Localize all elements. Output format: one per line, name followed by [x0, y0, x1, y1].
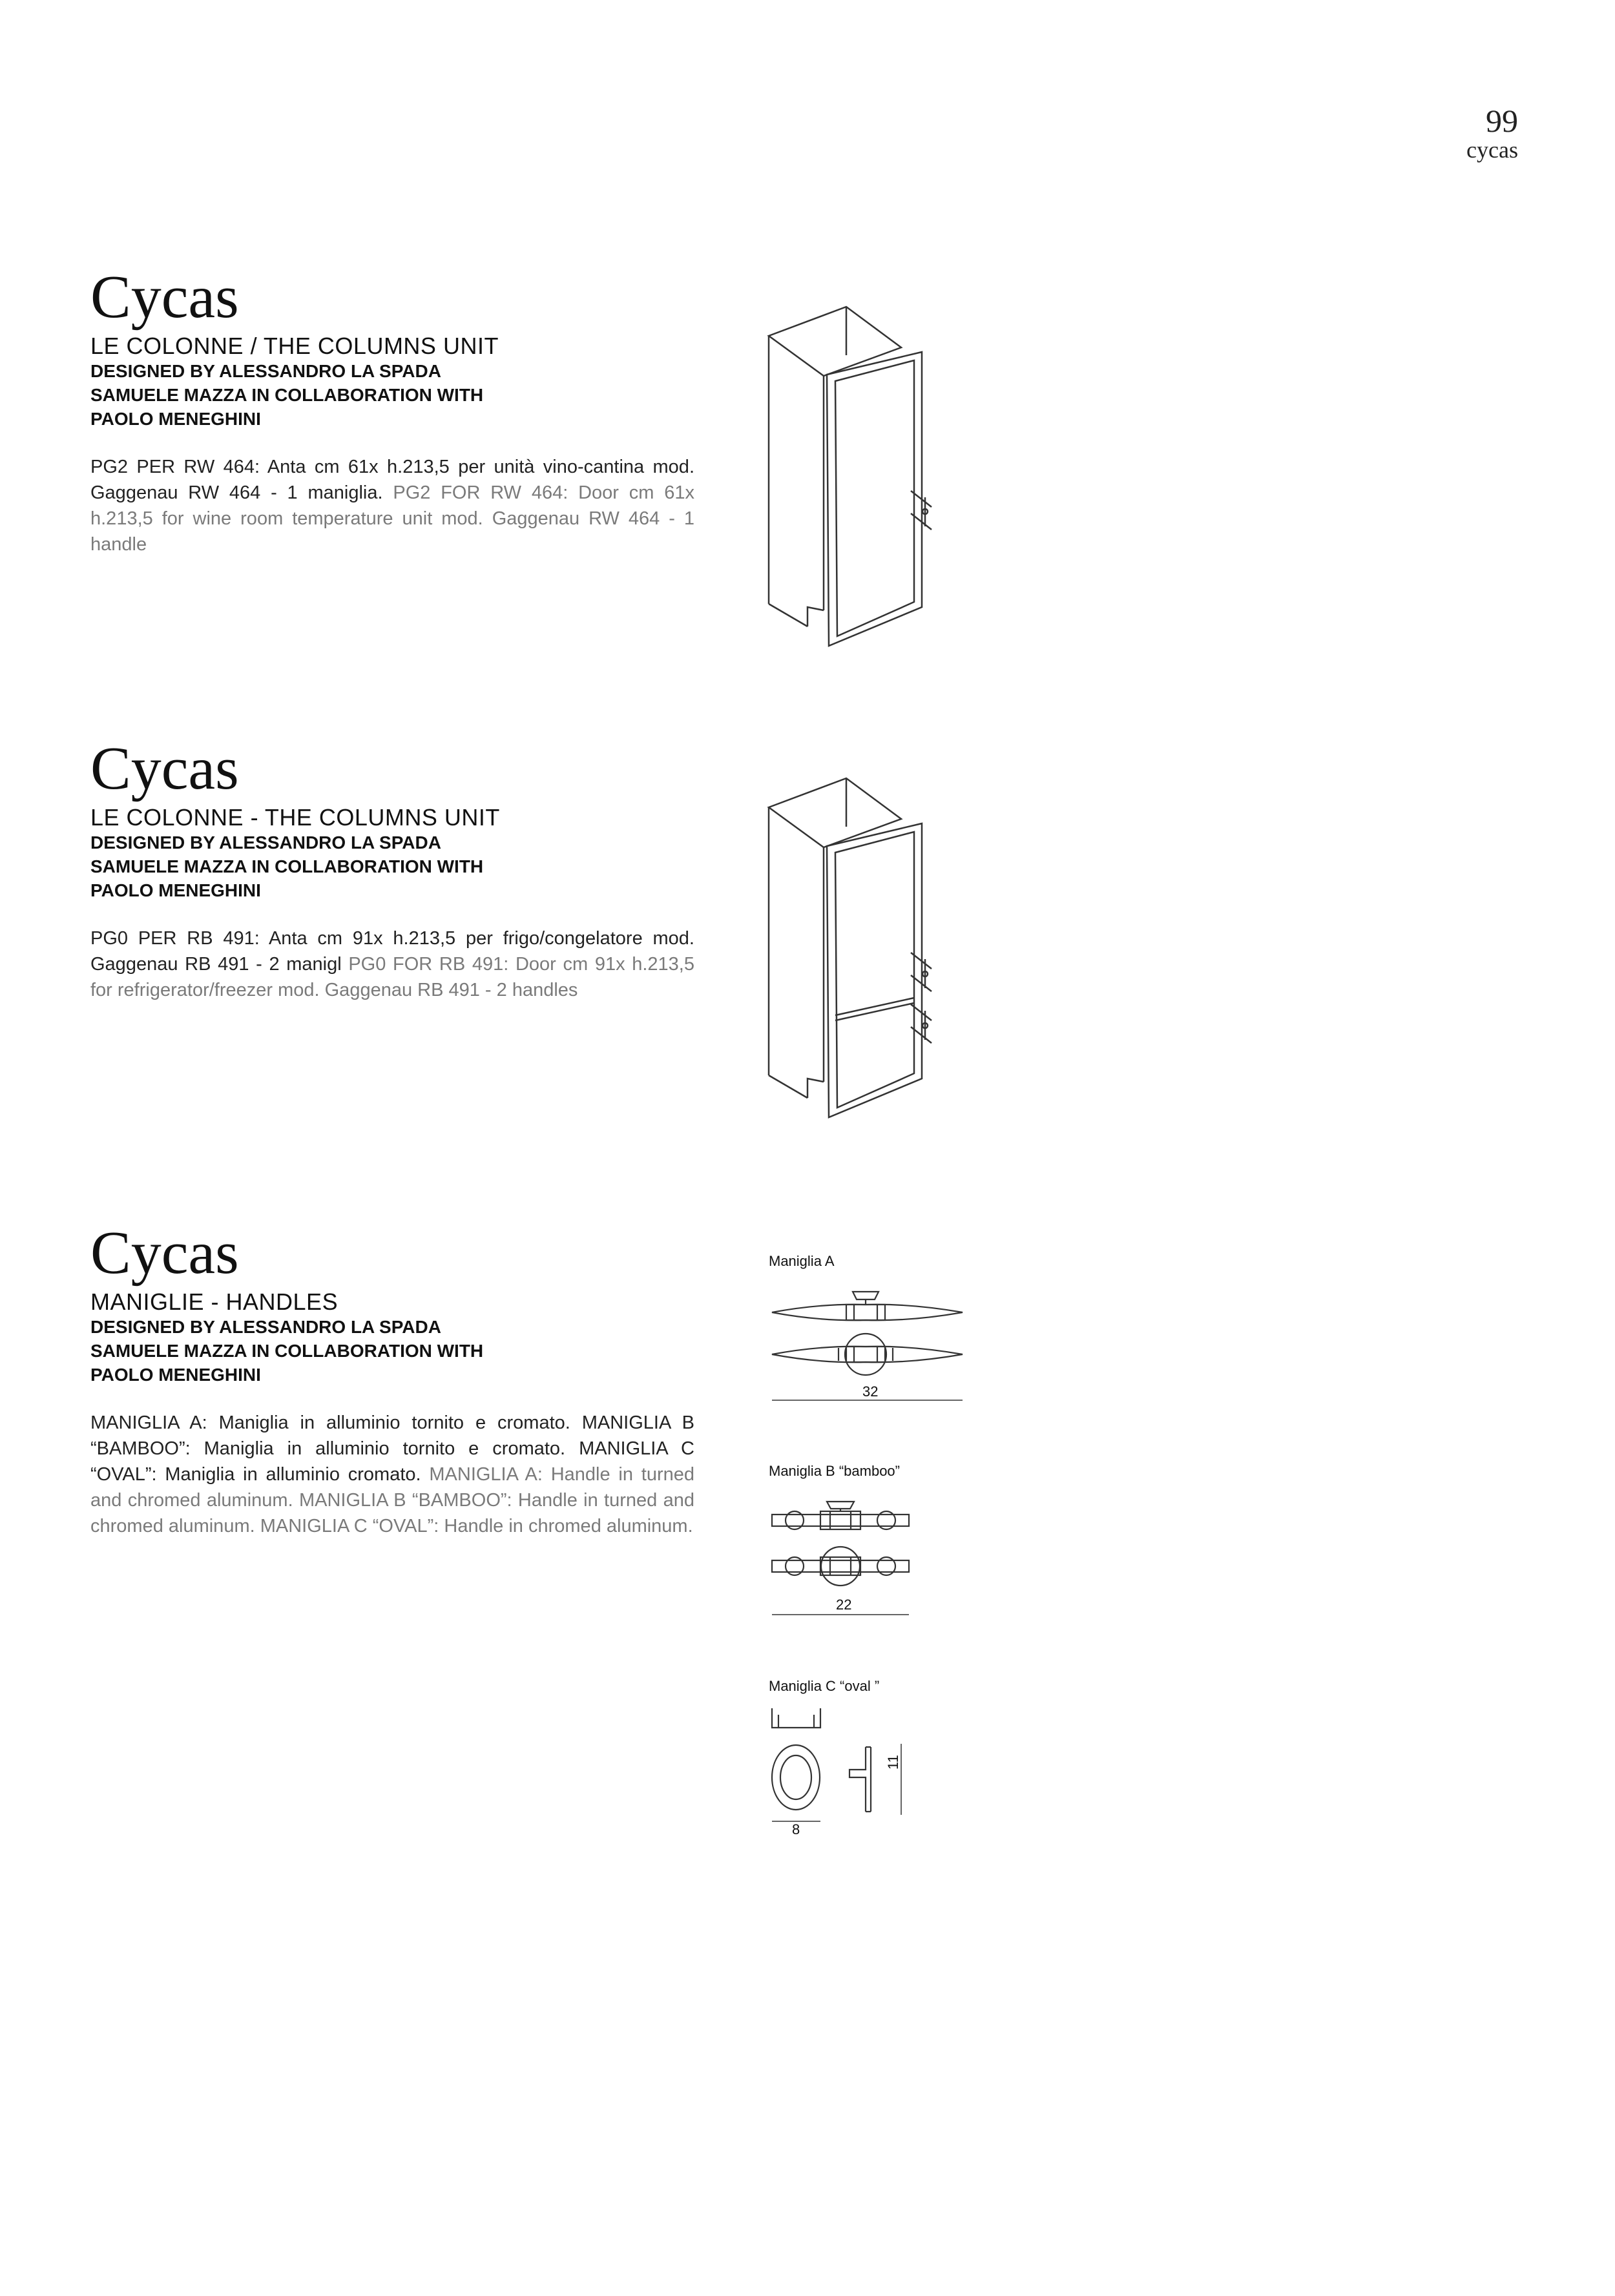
- handle-c-label: Maniglia C “oval ”: [769, 1678, 880, 1694]
- page-header: [1466, 103, 1518, 161]
- section-handles: [90, 1221, 694, 1539]
- column-unit-wine-drawing: [762, 304, 956, 652]
- section-description: [90, 1410, 694, 1539]
- credit-line: DESIGNED BY ALESSANDRO LA SPADA: [90, 1317, 441, 1337]
- description-english: MANIGLIA A: Handle in turned and chromed aluminum. MANIGLIA B “BAMBOO”: Handle in turned and chromed aluminum. MANIGLIA C “OVAL”: Handle in chromed aluminum.: [90, 1464, 695, 1536]
- credit-line: PAOLO MENEGHINI: [90, 880, 261, 900]
- description-italian: PG2 PER RW 464: Anta cm 61x h.213,5 per unità vino-cantina mod. Gaggenau RW 464 - 1 maniglia.: [90, 457, 694, 503]
- section-subtitle: MANIGLIE - HANDLES: [90, 1288, 339, 1315]
- page-number: 99: [1486, 103, 1518, 139]
- section-title: Cycas: [90, 735, 239, 802]
- handle-c-height-dimension: 11: [885, 1755, 901, 1770]
- description-english: PG2 FOR RW 464: Door cm 61x h.213,5 for wine room temperature unit mod. Gaggenau RW 464 - 1 handle: [90, 482, 695, 555]
- credit-line: SAMUELE MAZZA IN COLLABORATION WITH: [90, 385, 484, 405]
- credit-line: DESIGNED BY ALESSANDRO LA SPADA: [90, 833, 441, 853]
- column-unit-fridge-drawing: [762, 775, 956, 1124]
- credit-line: PAOLO MENEGHINI: [90, 409, 261, 429]
- description-english: PG0 FOR RB 491: Door cm 91x h.213,5 for refrigerator/freezer mod. Gaggenau RB 491 - 2 handles: [90, 954, 694, 1000]
- description-italian: PG0 PER RB 491: Anta cm 91x h.213,5 per frigo/congelatore mod. Gaggenau RB 491 - 2 manigl: [90, 928, 694, 975]
- description-italian: MANIGLIA A: Maniglia in alluminio tornito e cromato. MANIGLIA B “BAMBOO”: Maniglia in alluminio tornito e cromato. MANIGLIA C “OVAL”: Maniglia in alluminio cromato.: [90, 1412, 694, 1485]
- section-columns-wine: [90, 265, 694, 557]
- credit-line: SAMUELE MAZZA IN COLLABORATION WITH: [90, 1341, 484, 1361]
- handle-c-drawing: [769, 1705, 924, 1834]
- handle-c-width-dimension: 8: [792, 1821, 800, 1837]
- credit-line: SAMUELE MAZZA IN COLLABORATION WITH: [90, 856, 484, 876]
- section-name: cycas: [1466, 137, 1518, 163]
- section-subtitle: LE COLONNE / THE COLUMNS UNIT: [90, 333, 499, 359]
- section-title: Cycas: [90, 264, 239, 331]
- handle-a-dimension: 32: [862, 1383, 879, 1400]
- section-description: [90, 454, 694, 557]
- credit-line: PAOLO MENEGHINI: [90, 1365, 261, 1385]
- handle-b-label: Maniglia B “bamboo”: [769, 1463, 900, 1479]
- handle-b-dimension: 22: [836, 1597, 852, 1613]
- section-description: [90, 926, 694, 1003]
- section-columns-fridge: [90, 736, 694, 1003]
- credit-line: DESIGNED BY ALESSANDRO LA SPADA: [90, 361, 441, 381]
- section-subtitle: LE COLONNE - THE COLUMNS UNIT: [90, 804, 500, 831]
- handle-a-label: Maniglia A: [769, 1253, 835, 1269]
- section-title: Cycas: [90, 1219, 239, 1287]
